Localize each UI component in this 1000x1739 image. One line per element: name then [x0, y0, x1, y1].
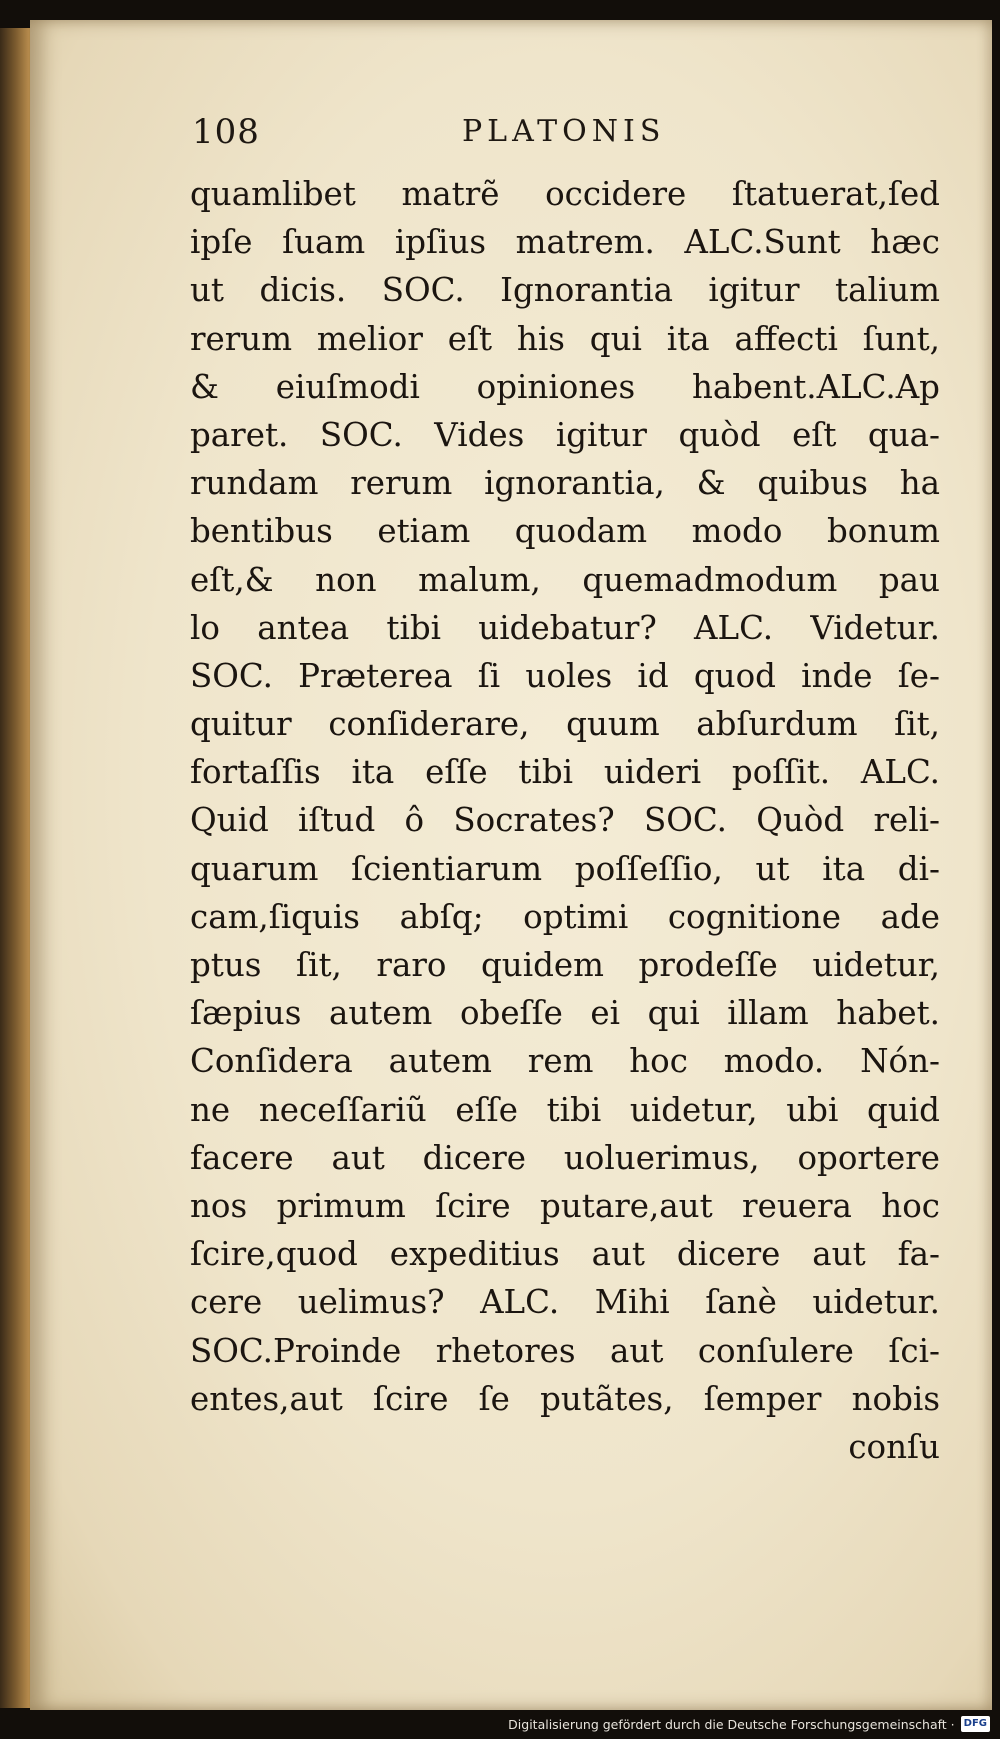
text-line: quitur conſiderare, quum abſurdum ſit,	[190, 705, 940, 744]
text-line: facere aut dicere uoluerimus, oportere	[190, 1138, 940, 1177]
text-line: ut dicis. SOC. Ignorantia igitur talium	[190, 271, 940, 310]
text-line: rundam rerum ignorantia, & quibus ha	[190, 464, 940, 503]
text-line: ipſe ſuam ipſius matrem. ALC.Sunt hæc	[190, 223, 940, 262]
page-header	[192, 112, 752, 156]
text-line: SOC. Præterea ſi uoles id quod inde ſe-	[190, 656, 940, 695]
digitization-footer	[508, 1713, 990, 1735]
text-line: lo antea tibi uidebatur? ALC. Videtur.	[190, 608, 940, 647]
text-line: ne neceſſariũ eſſe tibi uidetur, ubi quid	[190, 1090, 940, 1129]
text-line: rerum melior eſt his qui ita affecti ſunt,	[190, 319, 940, 358]
text-line: nos primum ſcire putare,aut reuera hoc	[190, 1186, 940, 1225]
text-line: entes,aut ſcire ſe putãtes, ſemper nobis	[190, 1379, 940, 1418]
catchword: conſu	[848, 1427, 940, 1466]
text-block	[190, 170, 940, 1471]
text-line: ptus ſit, raro quidem prodeſſe uidetur,	[190, 946, 940, 984]
dfg-logo-icon: DFG	[961, 1716, 990, 1732]
text-line: cam,ſiquis abſq; optimi cognitione ade	[190, 897, 940, 936]
text-line: & eiuſmodi opiniones habent.ALC.Ap	[190, 367, 940, 406]
running-head: PLATONIS	[462, 114, 666, 149]
text-line: Quid iſtud ô Socrates? SOC. Quòd reli-	[190, 801, 940, 840]
text-line: cere uelimus? ALC. Mihi ſanè uidetur.	[190, 1283, 940, 1322]
text-line: quamlibet matrẽ occidere ſtatuerat,ſed	[190, 175, 940, 213]
text-line: bentibus etiam quodam modo bonum	[190, 512, 940, 551]
text-line: Conſidera autem rem hoc modo. Nón-	[190, 1042, 940, 1081]
text-line: eſt,& non malum, quemadmodum pau	[190, 560, 940, 599]
text-line: SOC.Proinde rhetores aut conſulere ſci-	[190, 1331, 940, 1370]
text-line: quarum ſcientiarum poſſeſſio, ut ita di-	[190, 849, 940, 888]
text-line: ſæpius autem obeſſe ei qui illam habet.	[190, 994, 940, 1033]
text-line: fortaſſis ita eſſe tibi uideri poſſit. ALC.	[190, 753, 940, 792]
text-line: ſcire,quod expeditius aut dicere aut fa-	[190, 1235, 940, 1274]
text-line: paret. SOC. Vides igitur quòd eſt qua-	[190, 415, 940, 454]
footer-credit: Digitalisierung gefördert durch die Deutsche Forschungsgemeinschaft ·	[508, 1716, 955, 1732]
page-number: 108	[192, 112, 260, 152]
